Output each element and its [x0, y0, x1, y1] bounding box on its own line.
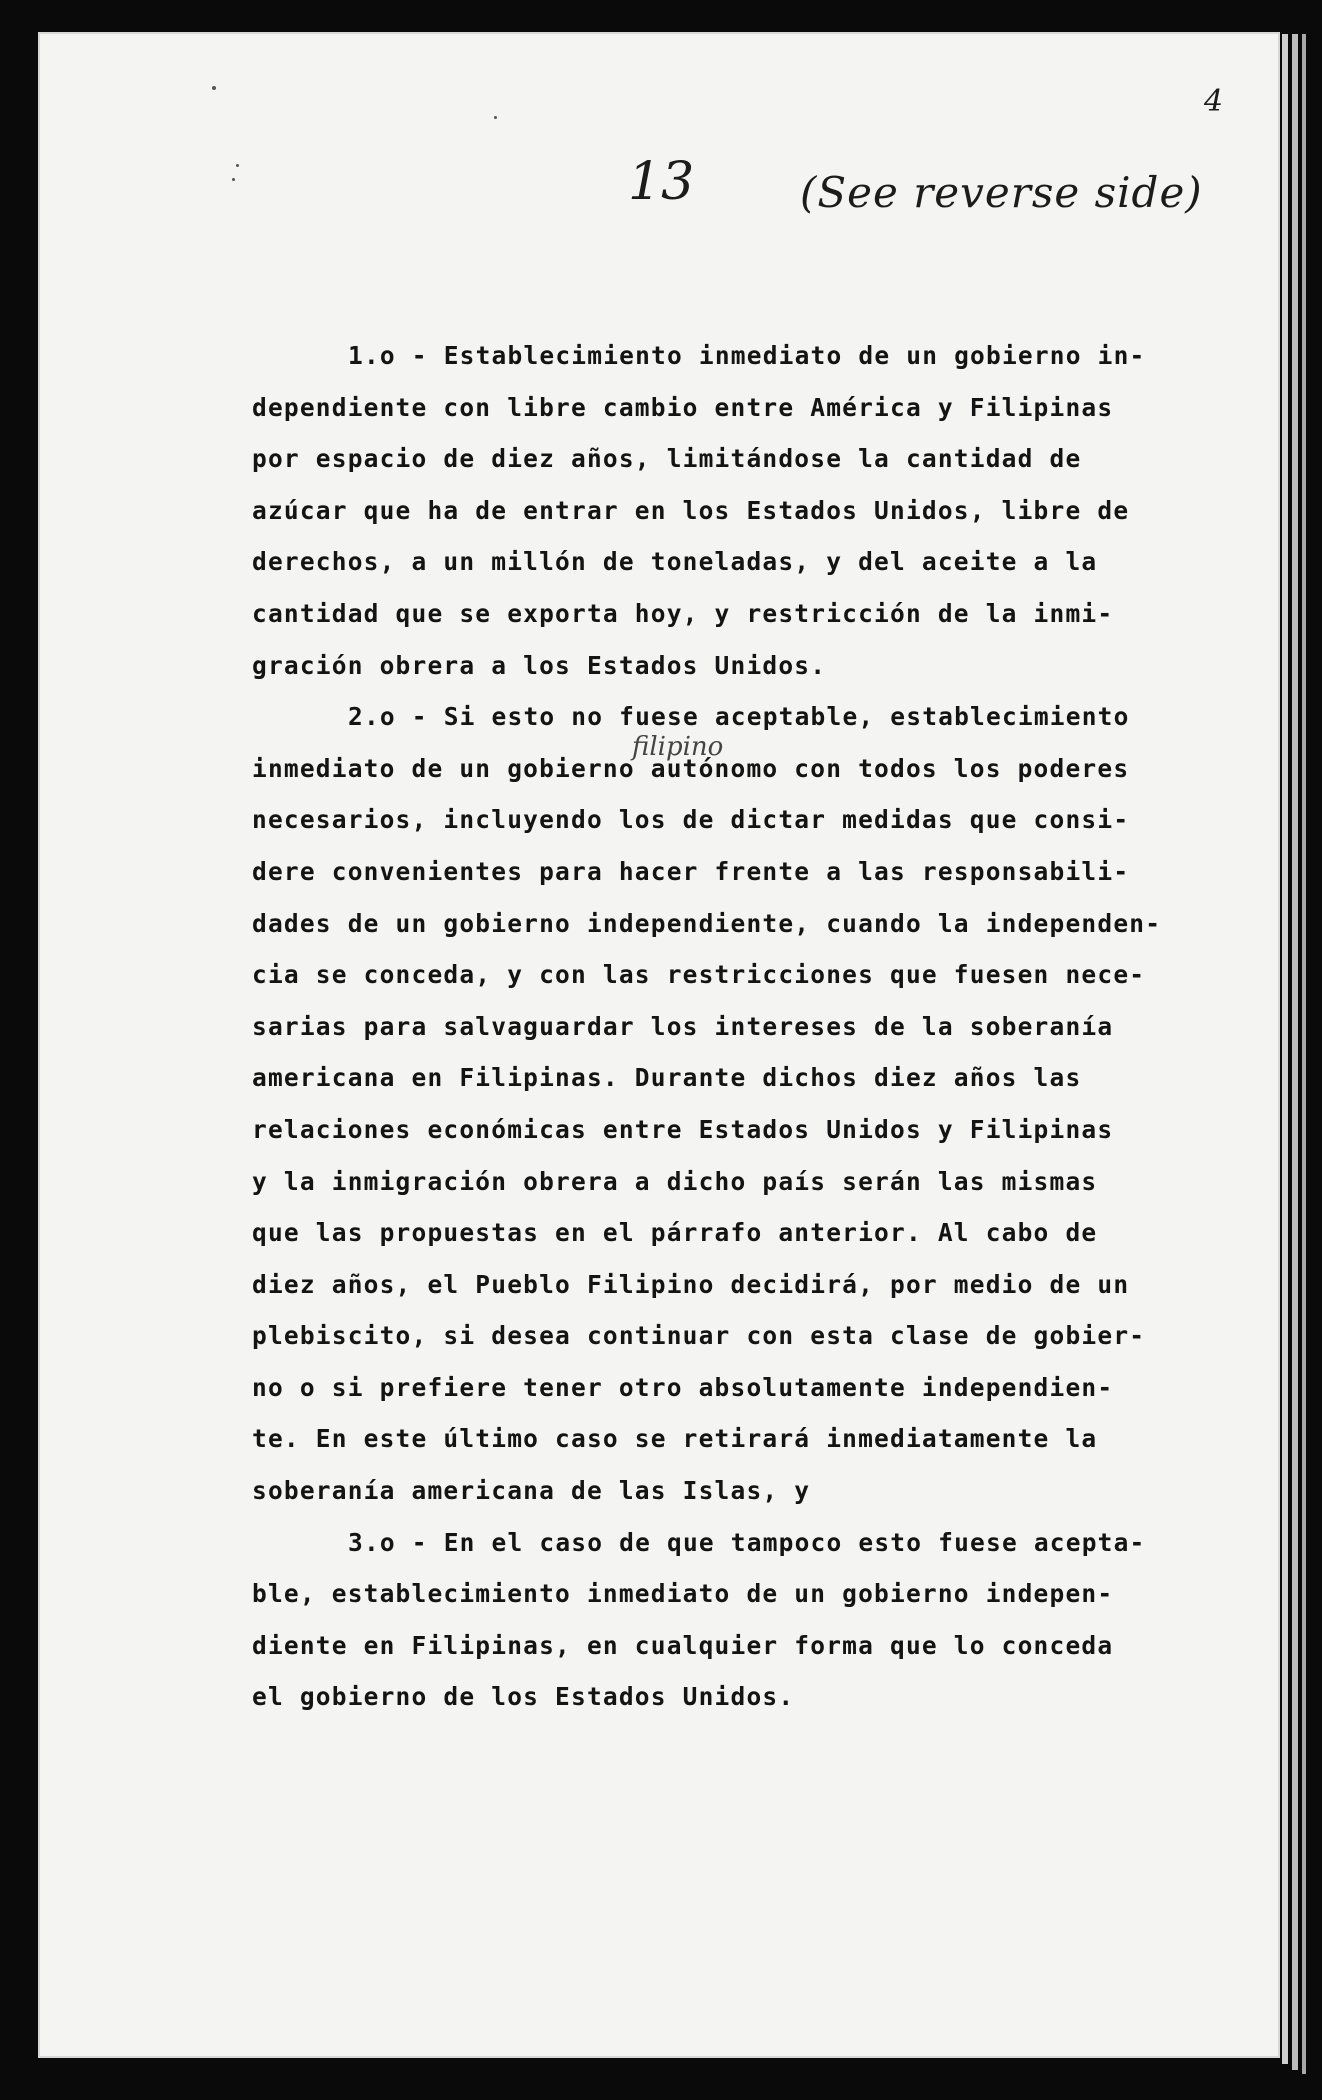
- text-line: te. En este último caso se retirará inmediatamente la: [252, 1424, 1098, 1454]
- text-line: dades de un gobierno independiente, cuando la independen-: [252, 908, 1162, 938]
- handwritten-margin-note: (See reverse side): [800, 168, 1203, 217]
- text-line: plebiscito, si desea continuar con esta clase de gobier-: [252, 1321, 1146, 1351]
- text-line: derechos, a un millón de toneladas, y del aceite a la: [252, 547, 1098, 577]
- text-line: cantidad que se exporta hoy, y restricción de la inmi-: [252, 598, 1114, 628]
- text-line: inmediato de un gobierno autónomo con todos los poderes: [252, 753, 1130, 783]
- handwritten-insertion: filipino: [632, 732, 724, 762]
- handwritten-page-number: 13: [628, 152, 695, 212]
- text-line: que las propuestas en el párrafo anterior. Al cabo de: [252, 1218, 1098, 1248]
- text-line: gración obrera a los Estados Unidos.: [252, 650, 827, 680]
- document-body: [252, 330, 1162, 1723]
- text-line: 1.o - Establecimiento inmediato de un gobierno in-: [348, 341, 1146, 370]
- text-line: cia se conceda, y con las restricciones que fuesen nece-: [252, 960, 1146, 990]
- stacked-page-edge: [1292, 34, 1298, 2070]
- folio-number: 4: [1204, 84, 1224, 119]
- paper-speck: [494, 116, 497, 119]
- paper-speck: [232, 178, 235, 181]
- text-line: americana en Filipinas. Durante dichos diez años las: [252, 1063, 1082, 1093]
- text-line: relaciones económicas entre Estados Unidos y Filipinas: [252, 1114, 1114, 1144]
- text-line: azúcar que ha de entrar en los Estados Unidos, libre de: [252, 495, 1130, 525]
- text-line: dependiente con libre cambio entre América y Filipinas: [252, 392, 1114, 422]
- text-line: diez años, el Pueblo Filipino decidirá, por medio de un: [252, 1269, 1130, 1299]
- text-line: ble, establecimiento inmediato de un gobierno indepen-: [252, 1579, 1114, 1609]
- text-line: no o si prefiere tener otro absolutamente independien-: [252, 1372, 1114, 1402]
- stacked-page-edge: [1282, 34, 1288, 2064]
- text-line: y la inmigración obrera a dicho país serán las mismas: [252, 1166, 1098, 1196]
- text-line: 2.o - Si esto no fuese aceptable, establecimiento: [348, 702, 1130, 732]
- text-line: el gobierno de los Estados Unidos.: [252, 1682, 795, 1712]
- text-line: diente en Filipinas, en cualquier forma que lo conceda: [252, 1630, 1114, 1660]
- text-line: necesarios, incluyendo los de dictar medidas que consi-: [252, 805, 1130, 835]
- text-line: soberanía americana de las Islas, y: [252, 1476, 811, 1506]
- text-line: dere convenientes para hacer frente a las responsabili-: [252, 856, 1130, 886]
- text-line: 3.o - En el caso de que tampoco esto fuese acepta-: [348, 1527, 1146, 1557]
- text-line: sarias para salvaguardar los intereses de la soberanía: [252, 1011, 1114, 1041]
- paper-speck: [212, 86, 216, 90]
- text-line: por espacio de diez años, limitándose la cantidad de: [252, 444, 1082, 474]
- paper-speck: [236, 164, 239, 167]
- stacked-page-edge: [1302, 34, 1306, 2074]
